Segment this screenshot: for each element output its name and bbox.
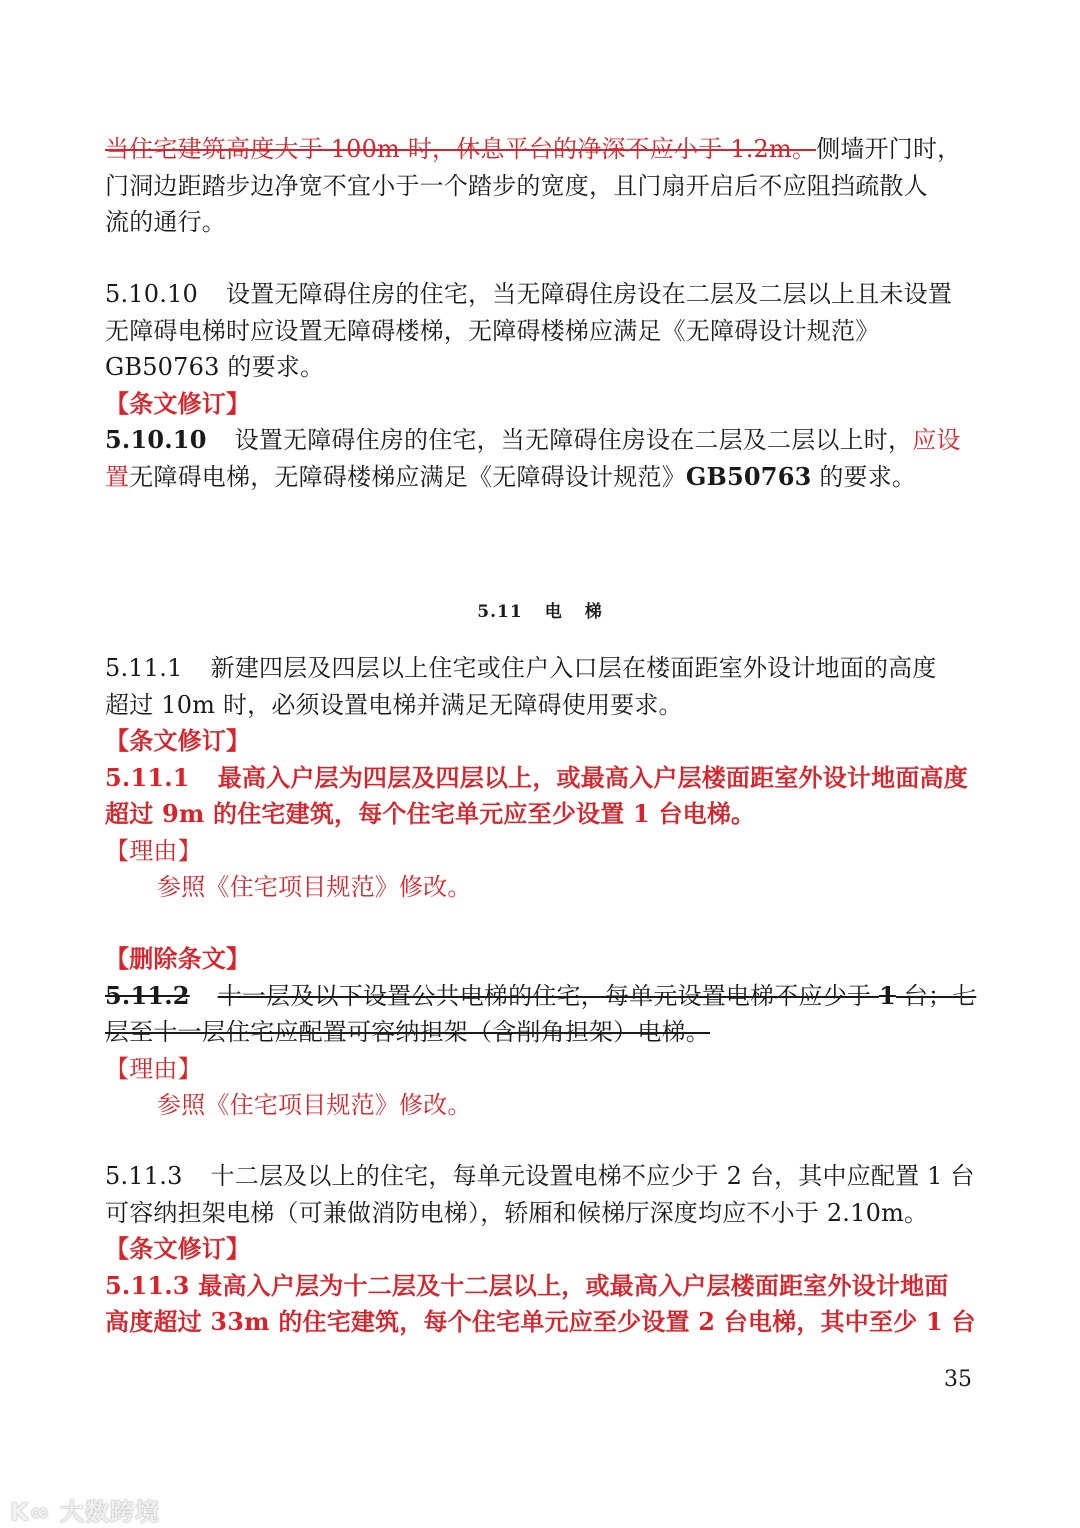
clause-5-11-3: 5.11.3 十二层及以上的住宅，每单元设置电梯不应少于 2 台，其中应配置 1 台 可容纳担架电梯（可兼做消防电梯），轿厢和候梯厅深度均应不小于 2.10m。 【条文修订】 5.11.3 最高入户层为十二层及十二层以上，或最高入户层楼面距室外设计地面 高度超过 33m 的住宅建筑，每个住宅单元应至少设置 2 台电梯，其中至少 1 台 xyxy=(105,1158,985,1341)
revision-label: 【条文修订】 xyxy=(105,726,251,755)
clause-5-11-1: 5.11.1 新建四层及四层以上住宅或住户入口层在楼面距室外设计地面的高度 超过 10m 时，必须设置电梯并满足无障碍使用要求。 【条文修订】 5.11.1 最高入户层为四层及四层以上，或最高入户层楼面距室外设计地面高度 超过 9m 的住宅建筑，每个住宅单元应至少设置 1 台电梯。 【理由】 参照《住宅项目规范》修改。 xyxy=(105,650,985,906)
struck-text: 当住宅建筑高度大于 100m 时，休息平台的净深不应小于 1.2m。 xyxy=(105,135,817,163)
watermark-logo-icon: K∞ xyxy=(10,1498,60,1526)
reason-label: 【理由】 xyxy=(105,836,202,865)
reason-text: 参照《住宅项目规范》修改。 xyxy=(157,1091,472,1119)
reason-text: 参照《住宅项目规范》修改。 xyxy=(157,873,472,901)
intro-paragraph: 当住宅建筑高度大于 100m 时，休息平台的净深不应小于 1.2m。侧墙开门时， 门洞边距踏步边净宽不宜小于一个踏步的宽度，且门扇开启后不应阻挡疏散人 流的通行。 xyxy=(105,135,962,236)
revision-label: 【条文修订】 xyxy=(105,1234,251,1263)
revision-label: 【条文修订】 xyxy=(105,388,251,418)
delete-label: 【删除条文】 xyxy=(105,944,251,973)
section-heading: 5.11 电 梯 xyxy=(477,602,603,622)
reason-label: 【理由】 xyxy=(105,1054,202,1083)
watermark: K∞ 大数跨境 xyxy=(10,1498,160,1526)
clause-5-10-10: 5.10.10 设置无障碍住房的住宅，当无障碍住房设在二层及二层以上且未设置 无障碍电梯时应设置无障碍楼梯，无障碍楼梯应满足《无障碍设计规范》 GB50763 的要求。 【条文修订】 5.10.10 设置无障碍住房的住宅，当无障碍住房设在二层及二层以上时，应设 置无障碍电梯，无障碍楼梯应满足《无障碍设计规范》GB50763 的要求。 xyxy=(105,276,985,495)
page-number: 35 xyxy=(944,1367,972,1392)
clause-5-11-2-deleted: 【删除条文】 5.11.2 十一层及以下设置公共电梯的住宅，每单元设置电梯不应少于 1 台；七 层至十一层住宅应配置可容纳担架（含削角担架）电梯。 【理由】 参照《住宅项目规范》修改。 xyxy=(105,941,985,1124)
